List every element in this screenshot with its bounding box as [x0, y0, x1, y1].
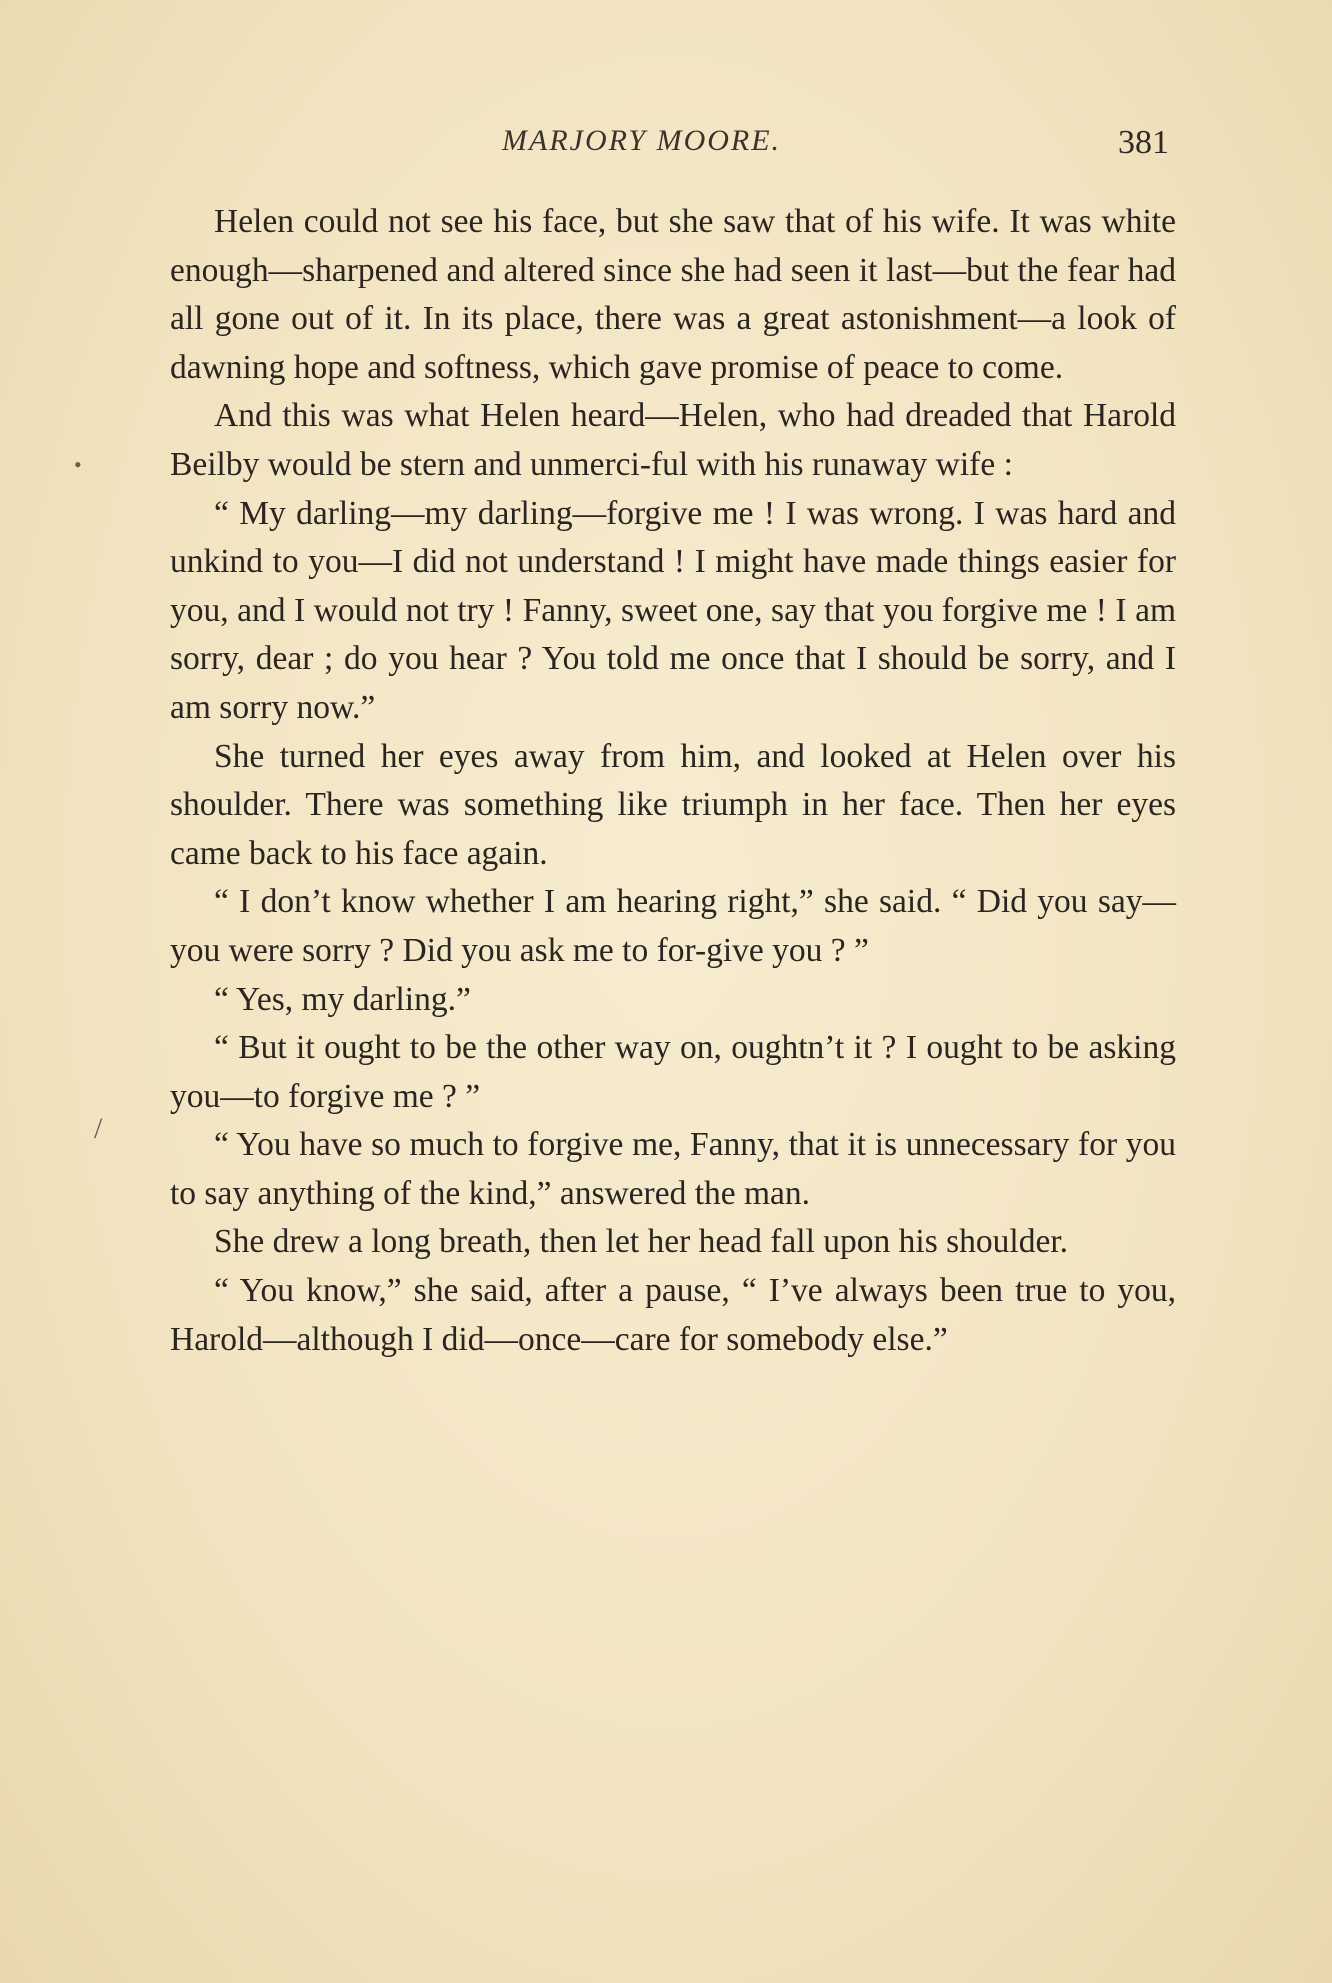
paragraph: “ But it ought to be the other way on, oughtn’t it ? I ought to be asking you—to forgive me ? ”	[170, 1029, 1176, 1115]
running-title: MARJORY MOORE.	[502, 124, 782, 157]
running-head	[0, 124, 1332, 164]
paragraph: Helen could not see his face, but she saw that of his wife. It was white enough—sharpened and altered since she had seen it last—but the fear had all gone out of it. In its place, there was a great astonishment—a look of dawning hope and softness, which gave promise of peace to come.	[170, 203, 1176, 386]
paragraph: She drew a long breath, then let her head fall upon his shoulder.	[214, 1223, 1069, 1261]
paragraph: “ You have so much to forgive me, Fanny, that it is unnecessary for you to say anything of the kind,” answered the man.	[170, 1126, 1176, 1212]
paragraph: And this was what Helen heard—Helen, who had dreaded that Harold Beilby would be stern and unmerci-ful with his runaway wife :	[170, 397, 1176, 483]
paragraph: “ You know,” she said, after a pause, “ I’ve always been true to you, Harold—although I did—once—care for somebody else.”	[170, 1272, 1176, 1358]
margin-dot: •	[74, 452, 82, 477]
body-text	[170, 198, 1176, 1364]
page-number: 381	[1118, 124, 1169, 161]
paragraph: She turned her eyes away from him, and looked at Helen over his shoulder. There was something like triumph in her face. Then her eyes came back to his face again.	[170, 737, 1176, 872]
paragraph: “ Yes, my darling.”	[214, 980, 471, 1018]
margin-tick: /	[94, 1112, 103, 1145]
paragraph: “ I don’t know whether I am hearing right,” she said. “ Did you say—you were sorry ? Did you ask me to for-give you ? ”	[170, 883, 1176, 969]
paragraph: “ My darling—my darling—forgive me ! I was wrong. I was hard and unkind to you—I did not understand ! I might have made things easier for you, and I would not try ! Fanny, sweet one, say that you forgive me ! I am sorry, dear ; do you hear ? You told me once that I should be sorry, and I am sorry now.”	[170, 494, 1176, 726]
